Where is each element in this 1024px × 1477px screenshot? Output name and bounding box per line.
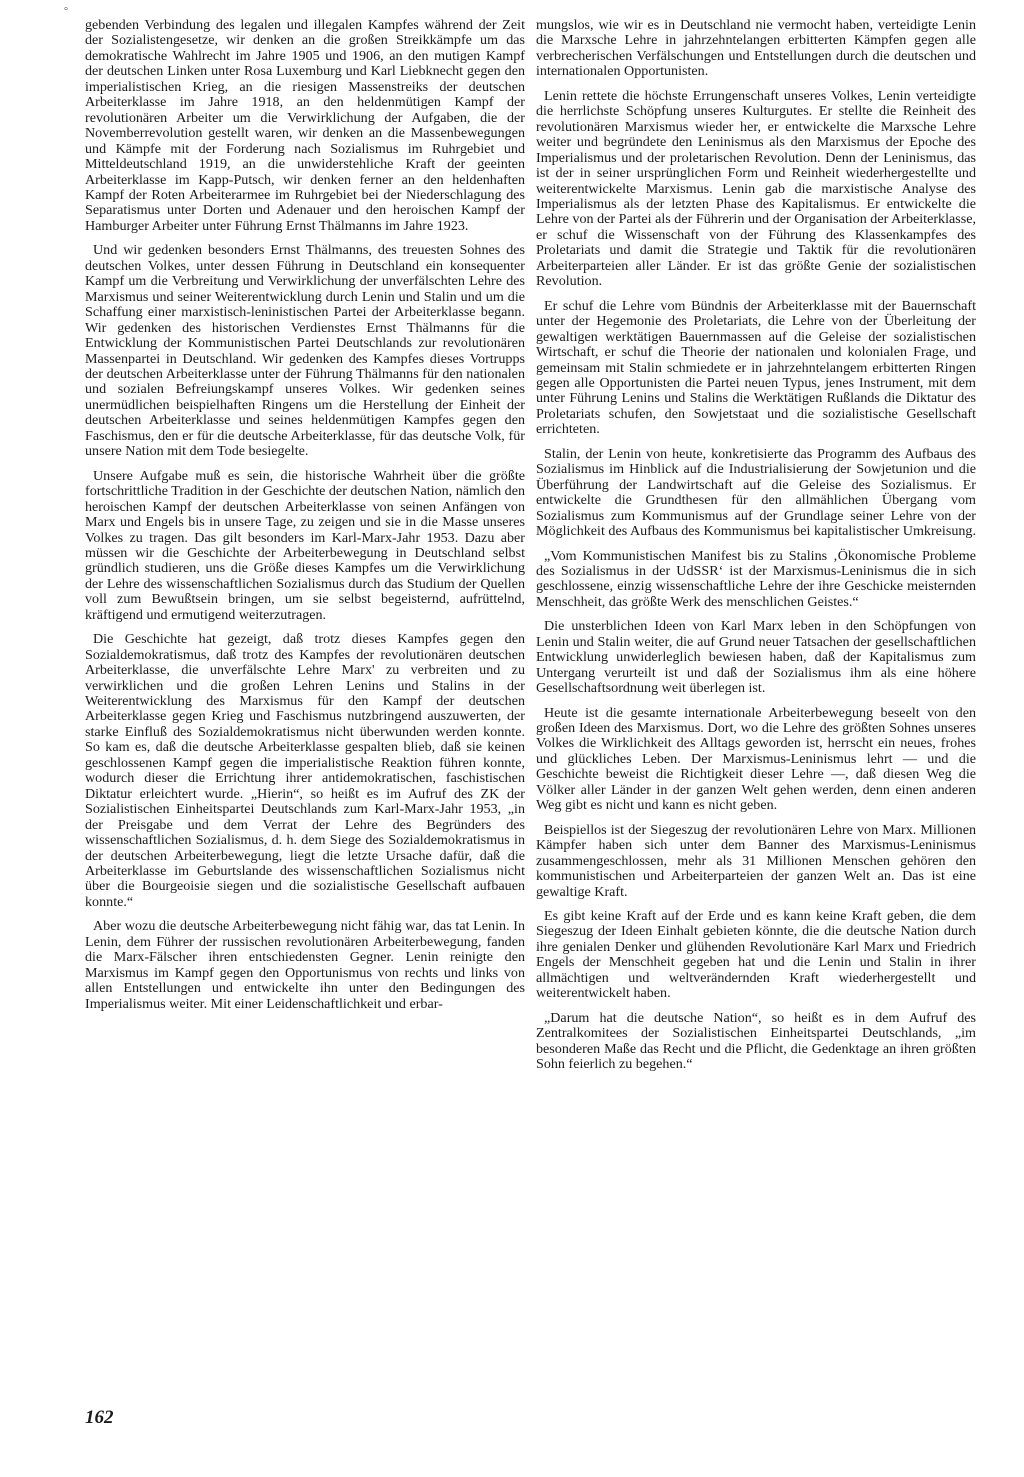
paragraph: Stalin, der Lenin von heute, konkretisierte das Programm des Aufbaus des Sozialismus im Hinblick auf die Industrialisierung der Sowjetunion und die Überführung der Landwirtschaft auf die Geleise des Sozialismus. Er entwickelte die Grundthesen für den allmählichen Übergang vom Sozialismus zum Kommunismus auf der Grundlage seiner Lehre von der Möglichkeit des Aufbaus des Kommunismus bei kapitalistischer Umkreisung. xyxy=(536,445,976,540)
paragraph: Heute ist die gesamte internationale Arbeiterbewegung beseelt von den großen Ideen des Marxismus. Dort, wo die Lehre des größten Sohnes unseres Volkes die Wirklichkeit des Alltags geworden ist, herrscht ein neues, frohes und glückliches Leben. Der Marxismus-Leninismus lehrt — und die Geschichte beweist die Richtigkeit dieser Lehre —, daß diesen Weg die Völker aller Länder in der ganzen Welt gehen werden, denn einen anderen Weg gibt es nicht und kann es nicht geben. xyxy=(536,704,976,814)
page-number: 162 xyxy=(85,1407,114,1428)
paragraph: Lenin rettete die höchste Errungenschaft unseres Volkes, Lenin verteidigte die herrlichste Schöpfung unseres Kulturgutes. Er stellte die Reinheit des revolutionären Marxismus wieder her, er entwickelte die Marxsche Lehre weiter und begründete den Leninismus als den Marxismus der Epoche des Imperialismus und der proletarischen Revolution. Denn der Leninismus, das ist der in seiner ursprünglichen Form und Reinheit wiederhergestellte und weiterentwickelte Marxismus. Lenin gab die marxistische Analyse des Imperialismus als der letzten Phase des Kapitalismus. Er entwickelte die Lehre von der Partei als der Führerin und der Organisation der Arbeiterklasse, er schuf die Wissenschaft von der Führung des Klassenkampfes des Proletariats und damit die Strategie und Taktik für die revolutionären Arbeiterparteien aller Länder. Er ist das größte Genie der sozialistischen Revolution. xyxy=(536,87,976,290)
paragraph: Es gibt keine Kraft auf der Erde und es kann keine Kraft geben, die dem Siegeszug der Ideen Einhalt gebieten könnte, die die deutsche Nation durch ihre genialen Denker und glühenden Revolutionäre Karl Marx und Friedrich Engels der Menschheit gegeben hat und die Lenin und Stalin in ihrer allmächtigen und weltverändernden Kraft wiederhergestellt und weiterentwickelt haben. xyxy=(536,908,976,1002)
paragraph: gebenden Verbindung des legalen und illegalen Kampfes während der Zeit der Sozialistengesetze, wir denken an die großen Streikkämpfe um das demokratische Wahlrecht im Jahre 1905 und 1906, an den mutigen Kampf der deutschen Linken unter Rosa Luxemburg und Karl Liebknecht gegen den imperialistischen Krieg, an die riesigen Massenstreiks der deutschen Arbeiterklasse im Jahre 1918, an den heldenmütigen Kampf der revolutionären Arbeiter um die Verwirklichung der Aufgaben, die der Novemberrevolution gestellt waren, wir denken an die Massenbewegungen und Kämpfe mit der Forderung nach Sozialismus im Ruhrgebiet und Mitteldeutschland 1919, an die unwiderstehliche Kraft der geeinten Arbeiterklasse im Kapp-Putsch, wir denken ferner an den heldenhaften Kampf der Roten Arbeiterarmee im Ruhrgebiet bei der Niederschlagung des Separatismus unter Dorten und Adenauer und den heroischen Kampf der Hamburger Arbeiter unter Führung Ernst Thälmanns im Jahre 1923. xyxy=(85,17,525,234)
paragraph: Beispiellos ist der Siegeszug der revolutionären Lehre von Marx. Millionen Kämpfer haben sich unter dem Banner des Marxismus-Leninismus zusammengeschlossen, mehr als 31 Millionen Menschen gehören den kommunistischen und Arbeiterparteien der ganzen Welt an. Das ist eine gewaltige Kraft. xyxy=(536,821,976,900)
paragraph: Und wir gedenken besonders Ernst Thälmanns, des treuesten Sohnes des deutschen Volkes, unter dessen Führung in Deutschland ein konsequenter Kampf um die Verbreitung und Verwirklichung der unverfälschten Lehre des Marxismus und seiner Weiterentwicklung durch Lenin und Stalin und um die Schaffung einer marxistisch-leninistischen Partei der Arbeiterklasse begann. Wir gedenken des historischen Verdienstes Ernst Thälmanns für die Entwicklung der Kommunistischen Partei Deutschlands zur revolutionären Massenpartei in Deutschland. Wir gedenken des Kampfes dieses Vortrupps der deutschen Arbeiterklasse unter der Führung Thälmanns für den nationalen und sozialen Befreiungskampf unseres Volkes. Wir gedenken seines unermüdlichen beispielhaften Ringens um die Herstellung der Einheit der deutschen Arbeiterklasse und seines heldenmütigen Kampfes gegen den Faschismus, den er für die deutsche Arbeiterklasse, für das deutsche Volk, für unsere Nation mit dem Tode besiegelte. xyxy=(85,242,525,460)
paragraph: Die unsterblichen Ideen von Karl Marx leben in den Schöpfungen von Lenin und Stalin weiter, die auf Grund neuer Tatsachen der gesellschaftlichen Entwicklung unwiderleglich bewiesen haben, daß der Kapitalismus zum Untergang verurteilt ist und daß der Sozialismus ihm als eine höhere Gesellschaftsordnung weit überlegen ist. xyxy=(536,618,976,697)
paragraph: mungslos, wie wir es in Deutschland nie vermocht haben, verteidigte Lenin die Marxsche Lehre in jahrzehntelangen erbitterten Kämpfen gegen alle verbrecherischen Verfälschungen und Entstellungen durch die deutschen und internationalen Opportunisten. xyxy=(536,17,976,80)
paragraph: „Vom Kommunistischen Manifest bis zu Stalins ‚Ökonomische Probleme des Sozialismus in der UdSSR‘ ist der Marxismus-Leninismus die in sich geschlossene, einzig wissenschaftliche Lehre der ihre Geschicke meisternden Menschheit, das größte Werk des menschlichen Geistes.“ xyxy=(536,547,976,610)
paragraph: „Darum hat die deutsche Nation“, so heißt es in dem Aufruf des Zentralkomitees der Sozialistischen Einheitspartei Deutschlands, „im besonderen Maße das Recht und die Pflicht, die Gedenktage an ihren größten Sohn feierlich zu begehen.“ xyxy=(536,1009,976,1073)
right-column xyxy=(536,18,976,1082)
left-column xyxy=(85,18,525,1021)
paragraph: Aber wozu die deutsche Arbeiterbewegung nicht fähig war, das tat Lenin. In Lenin, dem Führer der russischen revolutionären Arbeiterbewegung, fanden die Marx-Fälscher ihren entschiedensten Gegner. Lenin reinigte den Marxismus im Kampf gegen den Opportunismus von rechts und links von allen Entstellungen und entwickelte ihn unter den Bedingungen des Imperialismus weiter. Mit einer Leidenschaftlichkeit und erbar- xyxy=(85,918,525,1012)
paragraph: Die Geschichte hat gezeigt, daß trotz dieses Kampfes gegen den Sozialdemokratismus, daß trotz des Kampfes der revolutionären deutschen Arbeiterklasse, die unverfälschte Lehre Marx' zu verbreiten und zu verwirklichen und die großen Lehren Lenins und Stalins in der Weiterentwicklung des Marxismus für den Kampf der deutschen Arbeiterklasse gegen Krieg und Faschismus nutzbringend auszuwerten, der starke Einfluß des Sozialdemokratismus nicht überwunden werden konnte. So kam es, daß die deutsche Arbeiterklasse gespalten blieb, daß sie keinen geschlossenen Kampf gegen die imperialistische Reaktion führen konnte, wodurch dieser die Errichtung ihrer antidemokratischen, faschistischen Diktatur erleichtert wurde. „Hierin“, so heißt es im Aufruf des ZK der Sozialistischen Einheitspartei Deutschlands zum Karl-Marx-Jahr 1953, „in der Preisgabe und dem Verrat der Lehre des Begründers des wissenschaftlichen Sozialismus, d. h. dem Siege des Sozialdemokratismus in der deutschen Arbeiterbewegung, liegt die letzte Ursache dafür, daß die Arbeiterklasse im Geburtslande des wissenschaftlichen Sozialismus nicht über die Bourgeoisie siegen und die sozialistische Gesellschaft aufbauen konnte.“ xyxy=(85,631,525,910)
corner-mark: ° xyxy=(64,6,68,17)
paragraph: Unsere Aufgabe muß es sein, die historische Wahrheit über die größte fortschrittliche Tradition in der Geschichte der deutschen Nation, nämlich den heroischen Kampf der deutschen Arbeiterklasse von seinen Anfängen von Marx und Engels bis in unsere Tage, zu zeigen und sie in die Masse unseres Volkes zu tragen. Das gilt besonders im Karl-Marx-Jahr 1953. Dazu aber müssen wir die Geschichte der Arbeiterbewegung in Deutschland selbst gründlich studieren, uns die Größe dieses Kampfes um die Verwirklichung der Lehre des wissenschaftlichen Sozialismus durch das Studium der Quellen voll zum Bewußtsein bringen, um sie selbst begeisternd, aufrüttelnd, kräftigend und ermutigend weiterzutragen. xyxy=(85,467,525,623)
paragraph: Er schuf die Lehre vom Bündnis der Arbeiterklasse mit der Bauernschaft unter der Hegemonie des Proletariats, die Lehre von der Überleitung der gewaltigen werktätigen Bauernmassen auf die Geleise der sozialistischen Wirtschaft, er schuf die Theorie der nationalen und kolonialen Frage, und gemeinsam mit Stalin schmiedete er in jahrzehntelangem erbitterten Ringen gegen alle Opportunisten die Partei neuen Typus, jenes Instrument, mit dem unter Führung Lenins und Stalins die Werktätigen Rußlands die Diktatur des Proletariats schufen, den Sowjetstaat und die sozialistische Gesellschaft errichteten. xyxy=(536,297,976,438)
